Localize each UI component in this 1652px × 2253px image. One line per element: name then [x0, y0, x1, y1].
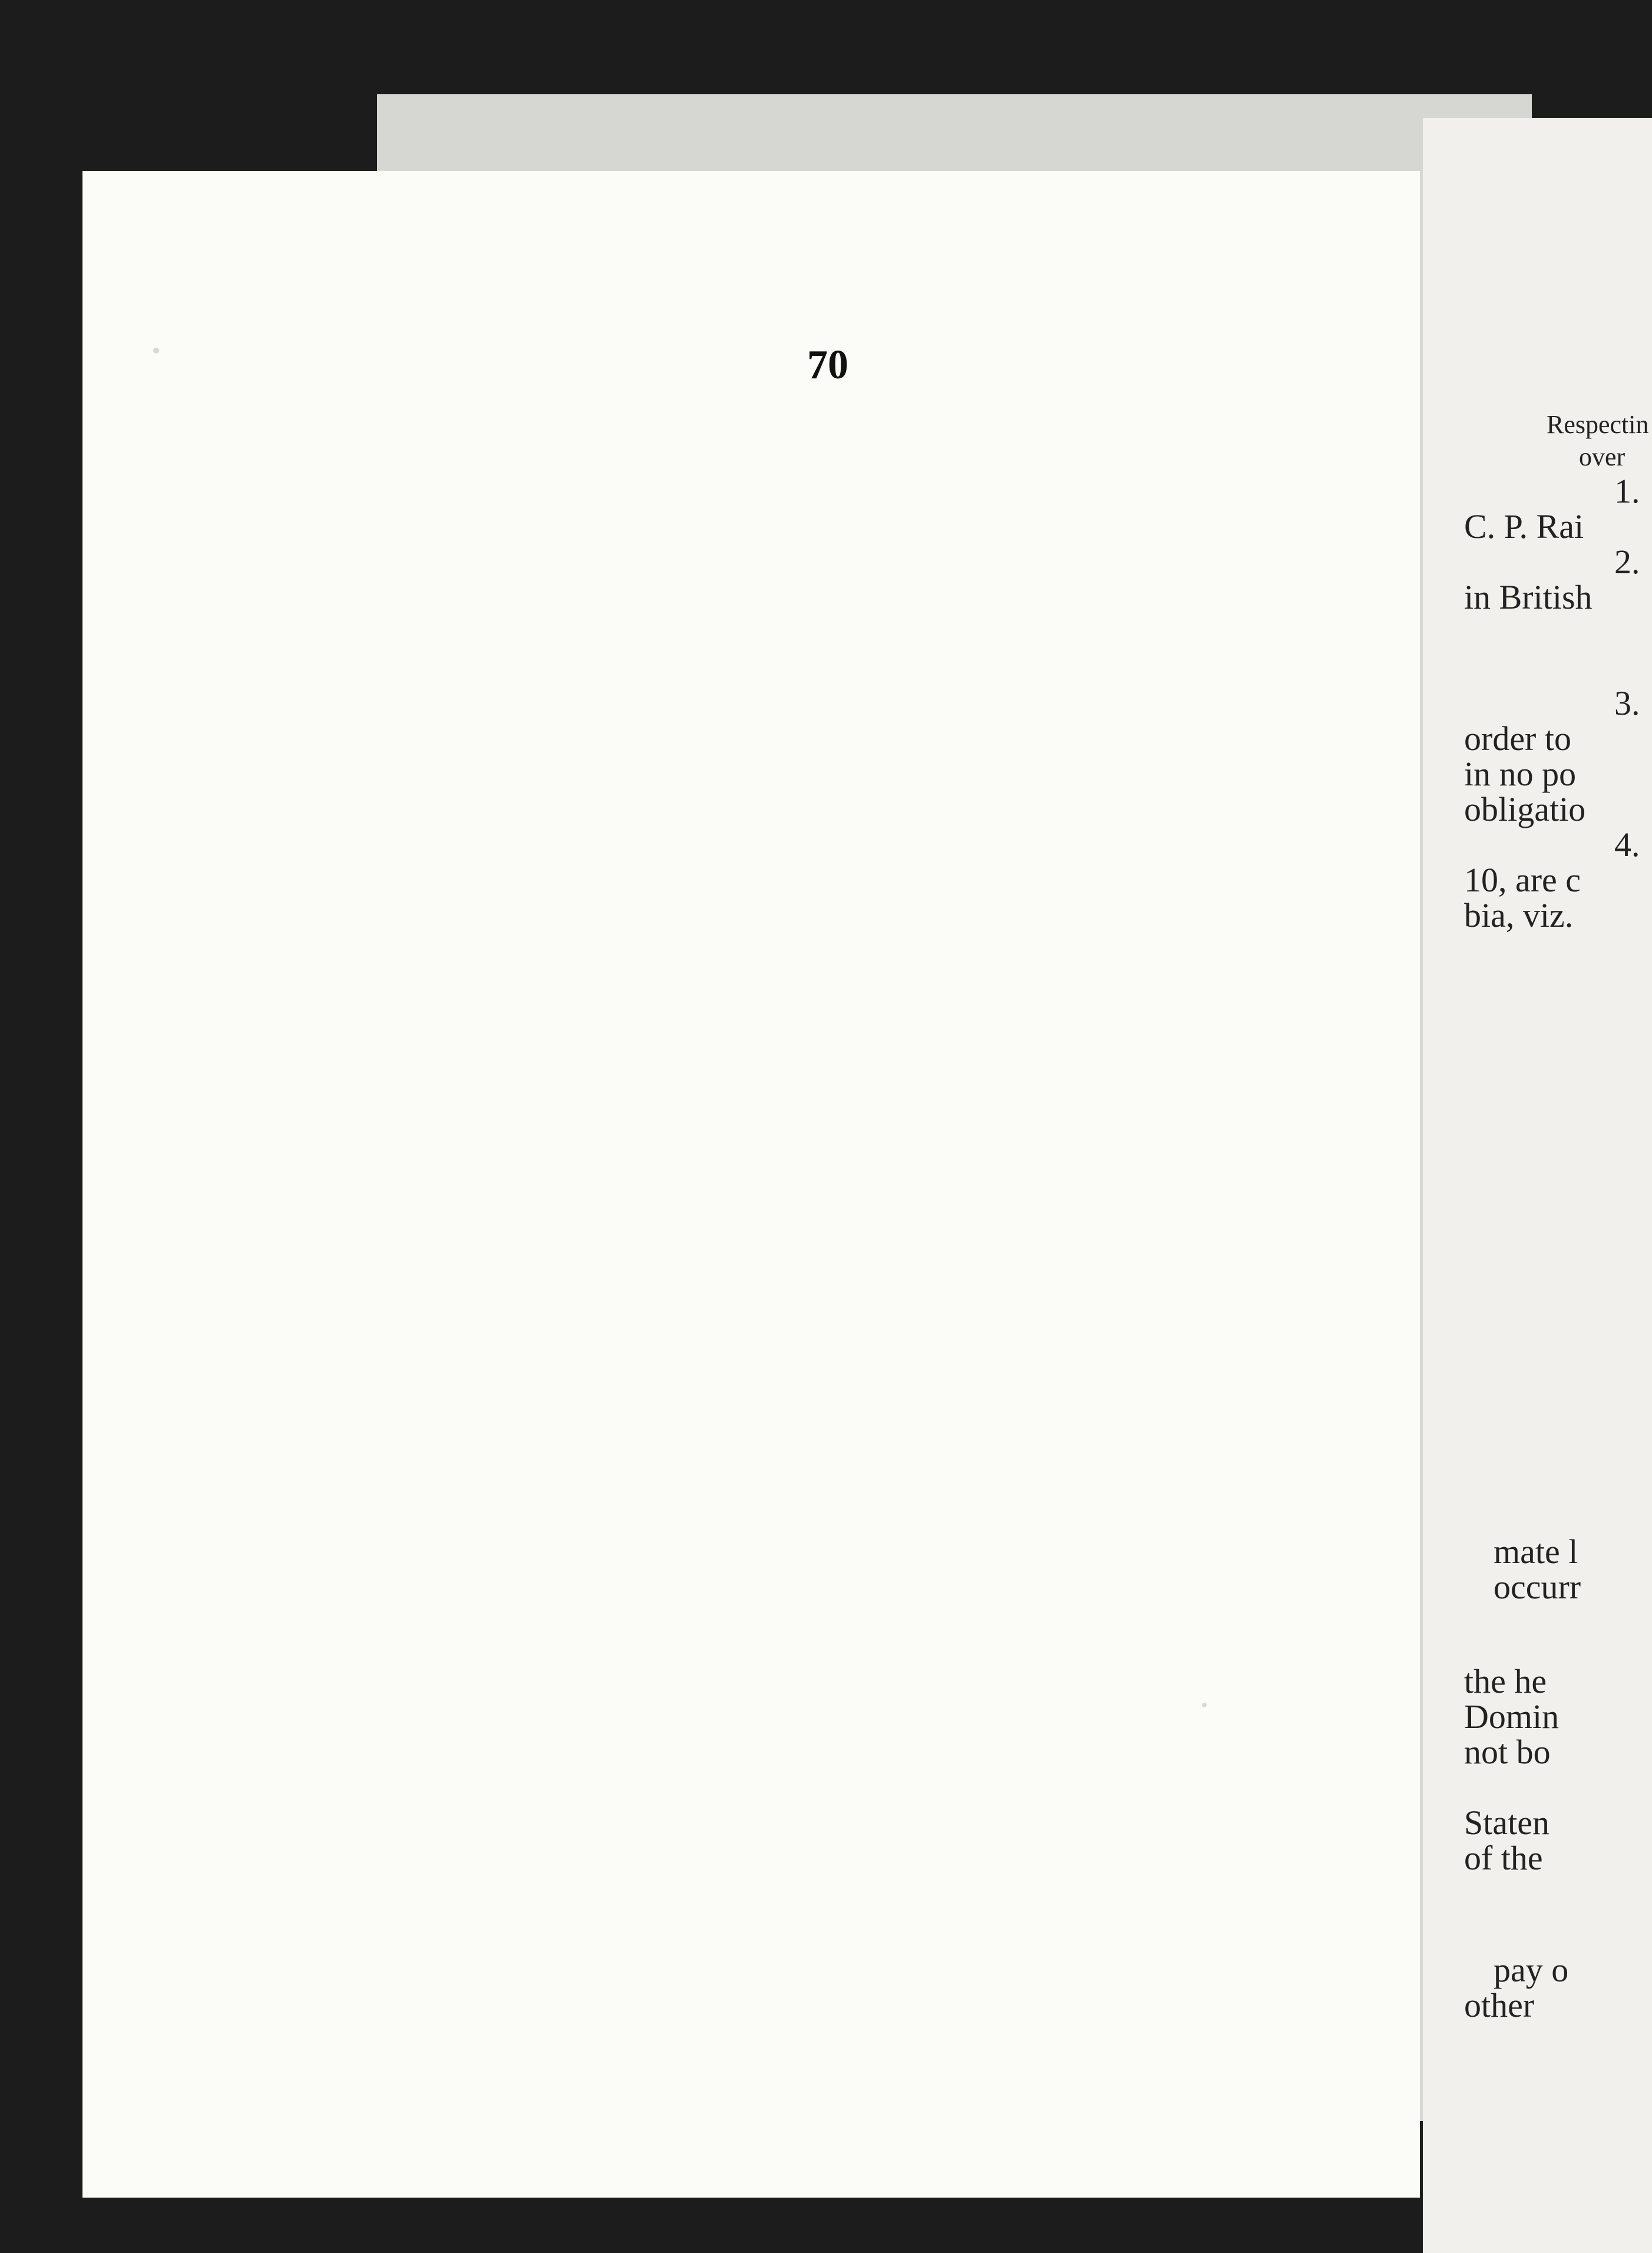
facing-line: 4. [1614, 825, 1640, 864]
facing-line: mate l [1494, 1532, 1578, 1571]
facing-line: other [1464, 1986, 1535, 2024]
paper-speck [1202, 1703, 1207, 1707]
page-number: 70 [807, 342, 848, 388]
facing-line: in British [1464, 578, 1592, 616]
facing-line: occurr [1494, 1568, 1581, 1606]
facing-line: C. P. Rai [1464, 507, 1584, 546]
facing-line: 3. [1614, 684, 1640, 722]
facing-line: obligatio [1464, 790, 1586, 828]
facing-line: the he [1464, 1662, 1547, 1700]
facing-line: bia, viz. [1464, 896, 1574, 934]
facing-line: Staten [1464, 1803, 1549, 1842]
facing-line: in no po [1464, 755, 1577, 793]
facing-line: 2. [1614, 543, 1640, 581]
facing-line: 1. [1614, 472, 1640, 510]
facing-line: Respectin [1547, 410, 1649, 439]
facing-line: not bo [1464, 1733, 1551, 1771]
document-page [82, 171, 1420, 2198]
facing-line: Domin [1464, 1697, 1560, 1736]
facing-page [1423, 118, 1652, 2253]
facing-line: order to [1464, 719, 1571, 758]
facing-line: pay o [1494, 1951, 1569, 1989]
paper-speck [153, 348, 159, 354]
facing-line: over [1579, 442, 1625, 471]
facing-line: of the [1464, 1839, 1543, 1877]
facing-line: 10, are c [1464, 861, 1581, 899]
